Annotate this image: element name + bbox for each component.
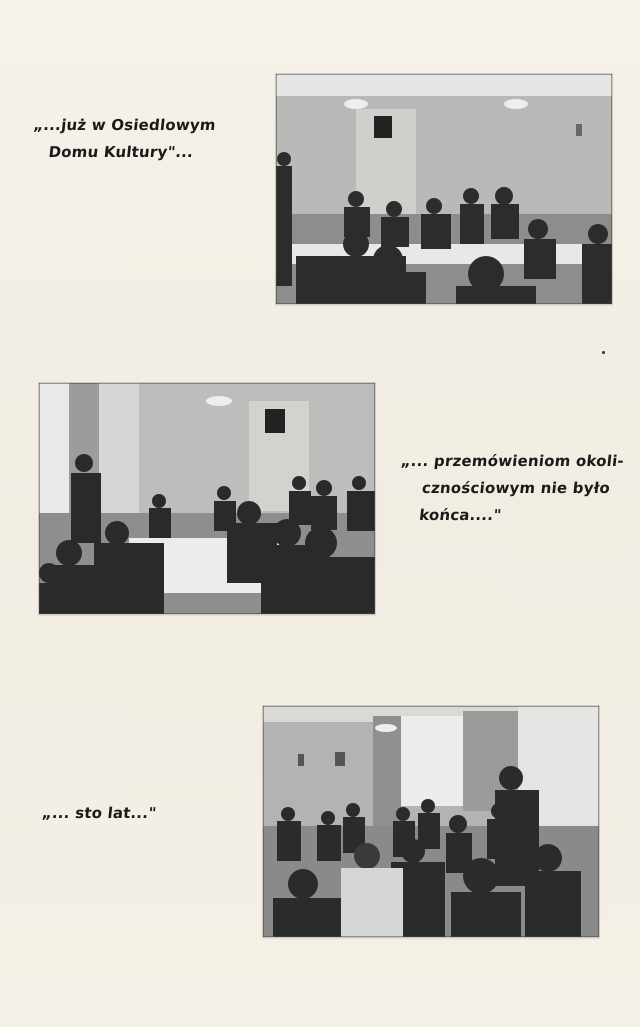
caption-line: „... sto lat...": [41, 804, 158, 822]
caption-speeches: [394, 448, 626, 529]
caption-line: „...już w Osiedlowym: [32, 116, 217, 134]
caption-line: „... przemówieniom okoli-: [399, 452, 625, 470]
photo-meeting-hall: [276, 74, 612, 304]
caption-cultural-center: [29, 112, 217, 166]
caption-line: Domu Kultury"...: [47, 143, 195, 161]
ink-dot: [602, 351, 605, 354]
caption-sto-lat: [41, 800, 158, 827]
photo-sto-lat: [263, 706, 599, 937]
photo-speeches: [39, 383, 375, 614]
caption-line: końca....": [418, 506, 503, 524]
caption-line: cznościowym nie było: [421, 479, 611, 497]
